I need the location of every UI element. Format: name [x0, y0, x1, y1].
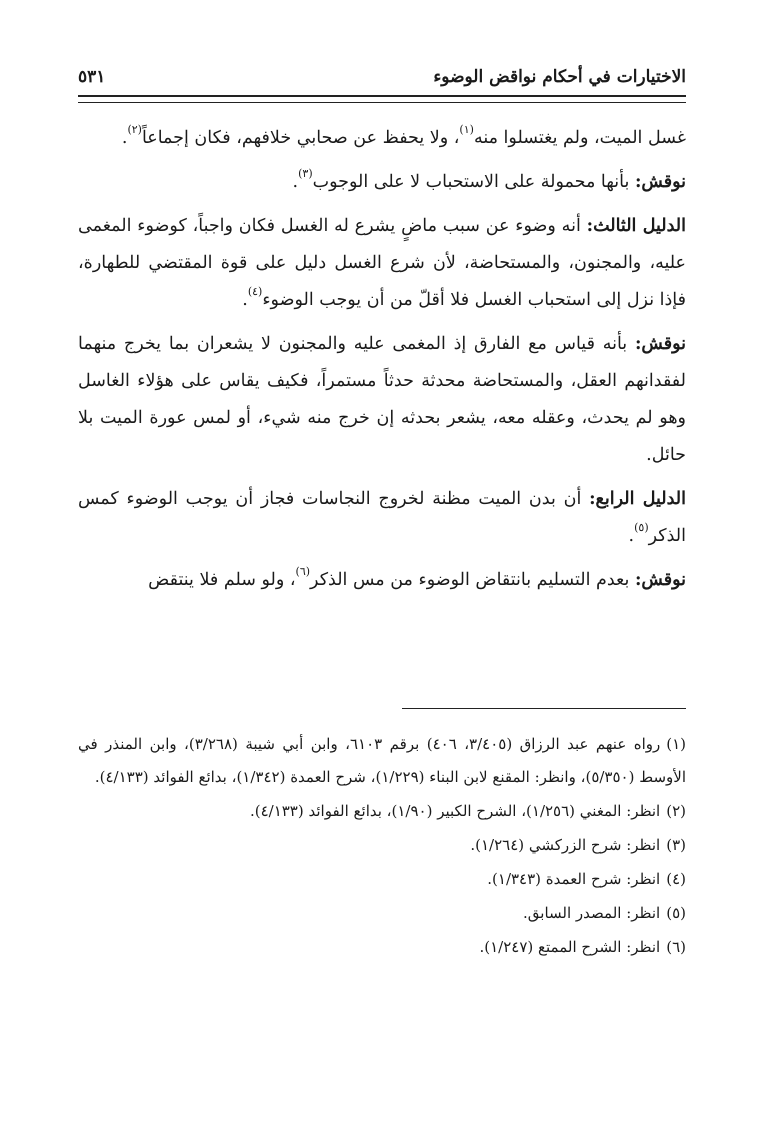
footnote-ref-1[interactable]: (١) [459, 123, 474, 137]
footnote-number: (٦) [666, 938, 686, 956]
page-number: ٥٣١ [78, 67, 106, 87]
footnote-1: (١)رواه عنهم عبد الرزاق (٣/٤٠٥، ٤٠٦) برقم ٦١٠٣، وابن أبي شيبة (٣/٢٦٨)، وابن المنذر في الأوسط (٥/٣٥٠)، وانظر: المقنع لابن البناء (١/٢٢٩)، شرح العمدة (١/٣٤٢)، بدائع الفوائد (٤/١٣٣). [78, 735, 687, 786]
paragraph-6: نوقش: بعدم التسليم بانتقاض الوضوء من مس الذكر$^{(٦)}$، ولو سلم فلا ينتقض [148, 565, 686, 590]
footnote-number: (٢) [666, 802, 686, 820]
evidence-label: الدليل الرابع: [589, 489, 686, 509]
objection-label: نوقش: [634, 334, 686, 354]
footnote-ref-6[interactable]: (٦) [295, 565, 311, 579]
evidence-label: الدليل الثالث: [586, 216, 687, 236]
running-title: الاختيارات في أحكام نواقض الوضوء [433, 67, 686, 87]
objection-label: نوقش: [634, 570, 686, 590]
footnote-5: (٥)انظر: المصدر السابق. [523, 904, 686, 922]
page-header [78, 62, 686, 92]
objection-label: نوقش: [634, 172, 686, 192]
footnote-number: (١) [666, 735, 687, 753]
footnote-3: (٣)انظر: شرح الزركشي (١/٢٦٤). [470, 836, 686, 854]
paragraph-4: نوقش: بأنه قياس مع الفارق إذ المغمى عليه والمجنون لا يشعران بما يخرج منهما لفقدانهم العقل، والمستحاضة محدثة حدثاً مستمراً، فكيف يقاس على هؤلاء الغاسل وهو لم يحدث، وعقله معه، يشعر بحدثه إن خرج منه شيء، أو لمس عورة الميت بلا حائل. [78, 334, 686, 465]
body-text [78, 120, 686, 606]
footnote-number: (٣) [666, 836, 686, 854]
paragraph-3: الدليل الثالث: أنه وضوء عن سبب ماضٍ يشرع له الغسل فكان واجباً، كوضوء المغمى عليه، والمجنون، والمستحاضة، لأن شرع الغسل دليل على قوة المقتضي للطهارة، فإذا نزل إلى استحباب الغسل فلا أقلّ من أن يوجب الوضوء$^{(٤)}$. [78, 216, 687, 310]
footnote-4: (٤)انظر: شرح العمدة (١/٣٤٣). [487, 870, 686, 888]
footnotes [78, 728, 686, 965]
footnote-number: (٤) [666, 870, 686, 888]
footnote-separator [402, 708, 686, 709]
footnote-ref-2[interactable]: (٢) [127, 123, 142, 137]
paragraph-5: الدليل الرابع: أن بدن الميت مظنة لخروج النجاسات فجاز أن يوجب الوضوء كمس الذكر$^{(٥)}$. [78, 489, 686, 546]
paragraph-2: نوقش: بأنها محمولة على الاستحباب لا على الوجوب$^{(٣)}$. [292, 167, 686, 192]
paragraph-1: غسل الميت، ولم يغتسلوا منه$^{(١)}$، ولا يحفظ عن صحابي خلافهم، فكان إجماعاً$^{(٢)}$. [121, 123, 686, 148]
footnote-6: (٦)انظر: الشرح الممتع (١/٢٤٧). [479, 938, 686, 956]
footnote-2: (٢)انظر: المغني (١/٢٥٦)، الشرح الكبير (١/٩٠)، بدائع الفوائد (٤/١٣٣). [249, 802, 686, 820]
footnote-ref-5[interactable]: (٥) [634, 521, 649, 535]
footnote-ref-4[interactable]: (٤) [247, 285, 263, 299]
header-rule [78, 95, 686, 103]
footnote-number: (٥) [666, 904, 686, 922]
footnote-ref-3[interactable]: (٣) [298, 167, 313, 181]
